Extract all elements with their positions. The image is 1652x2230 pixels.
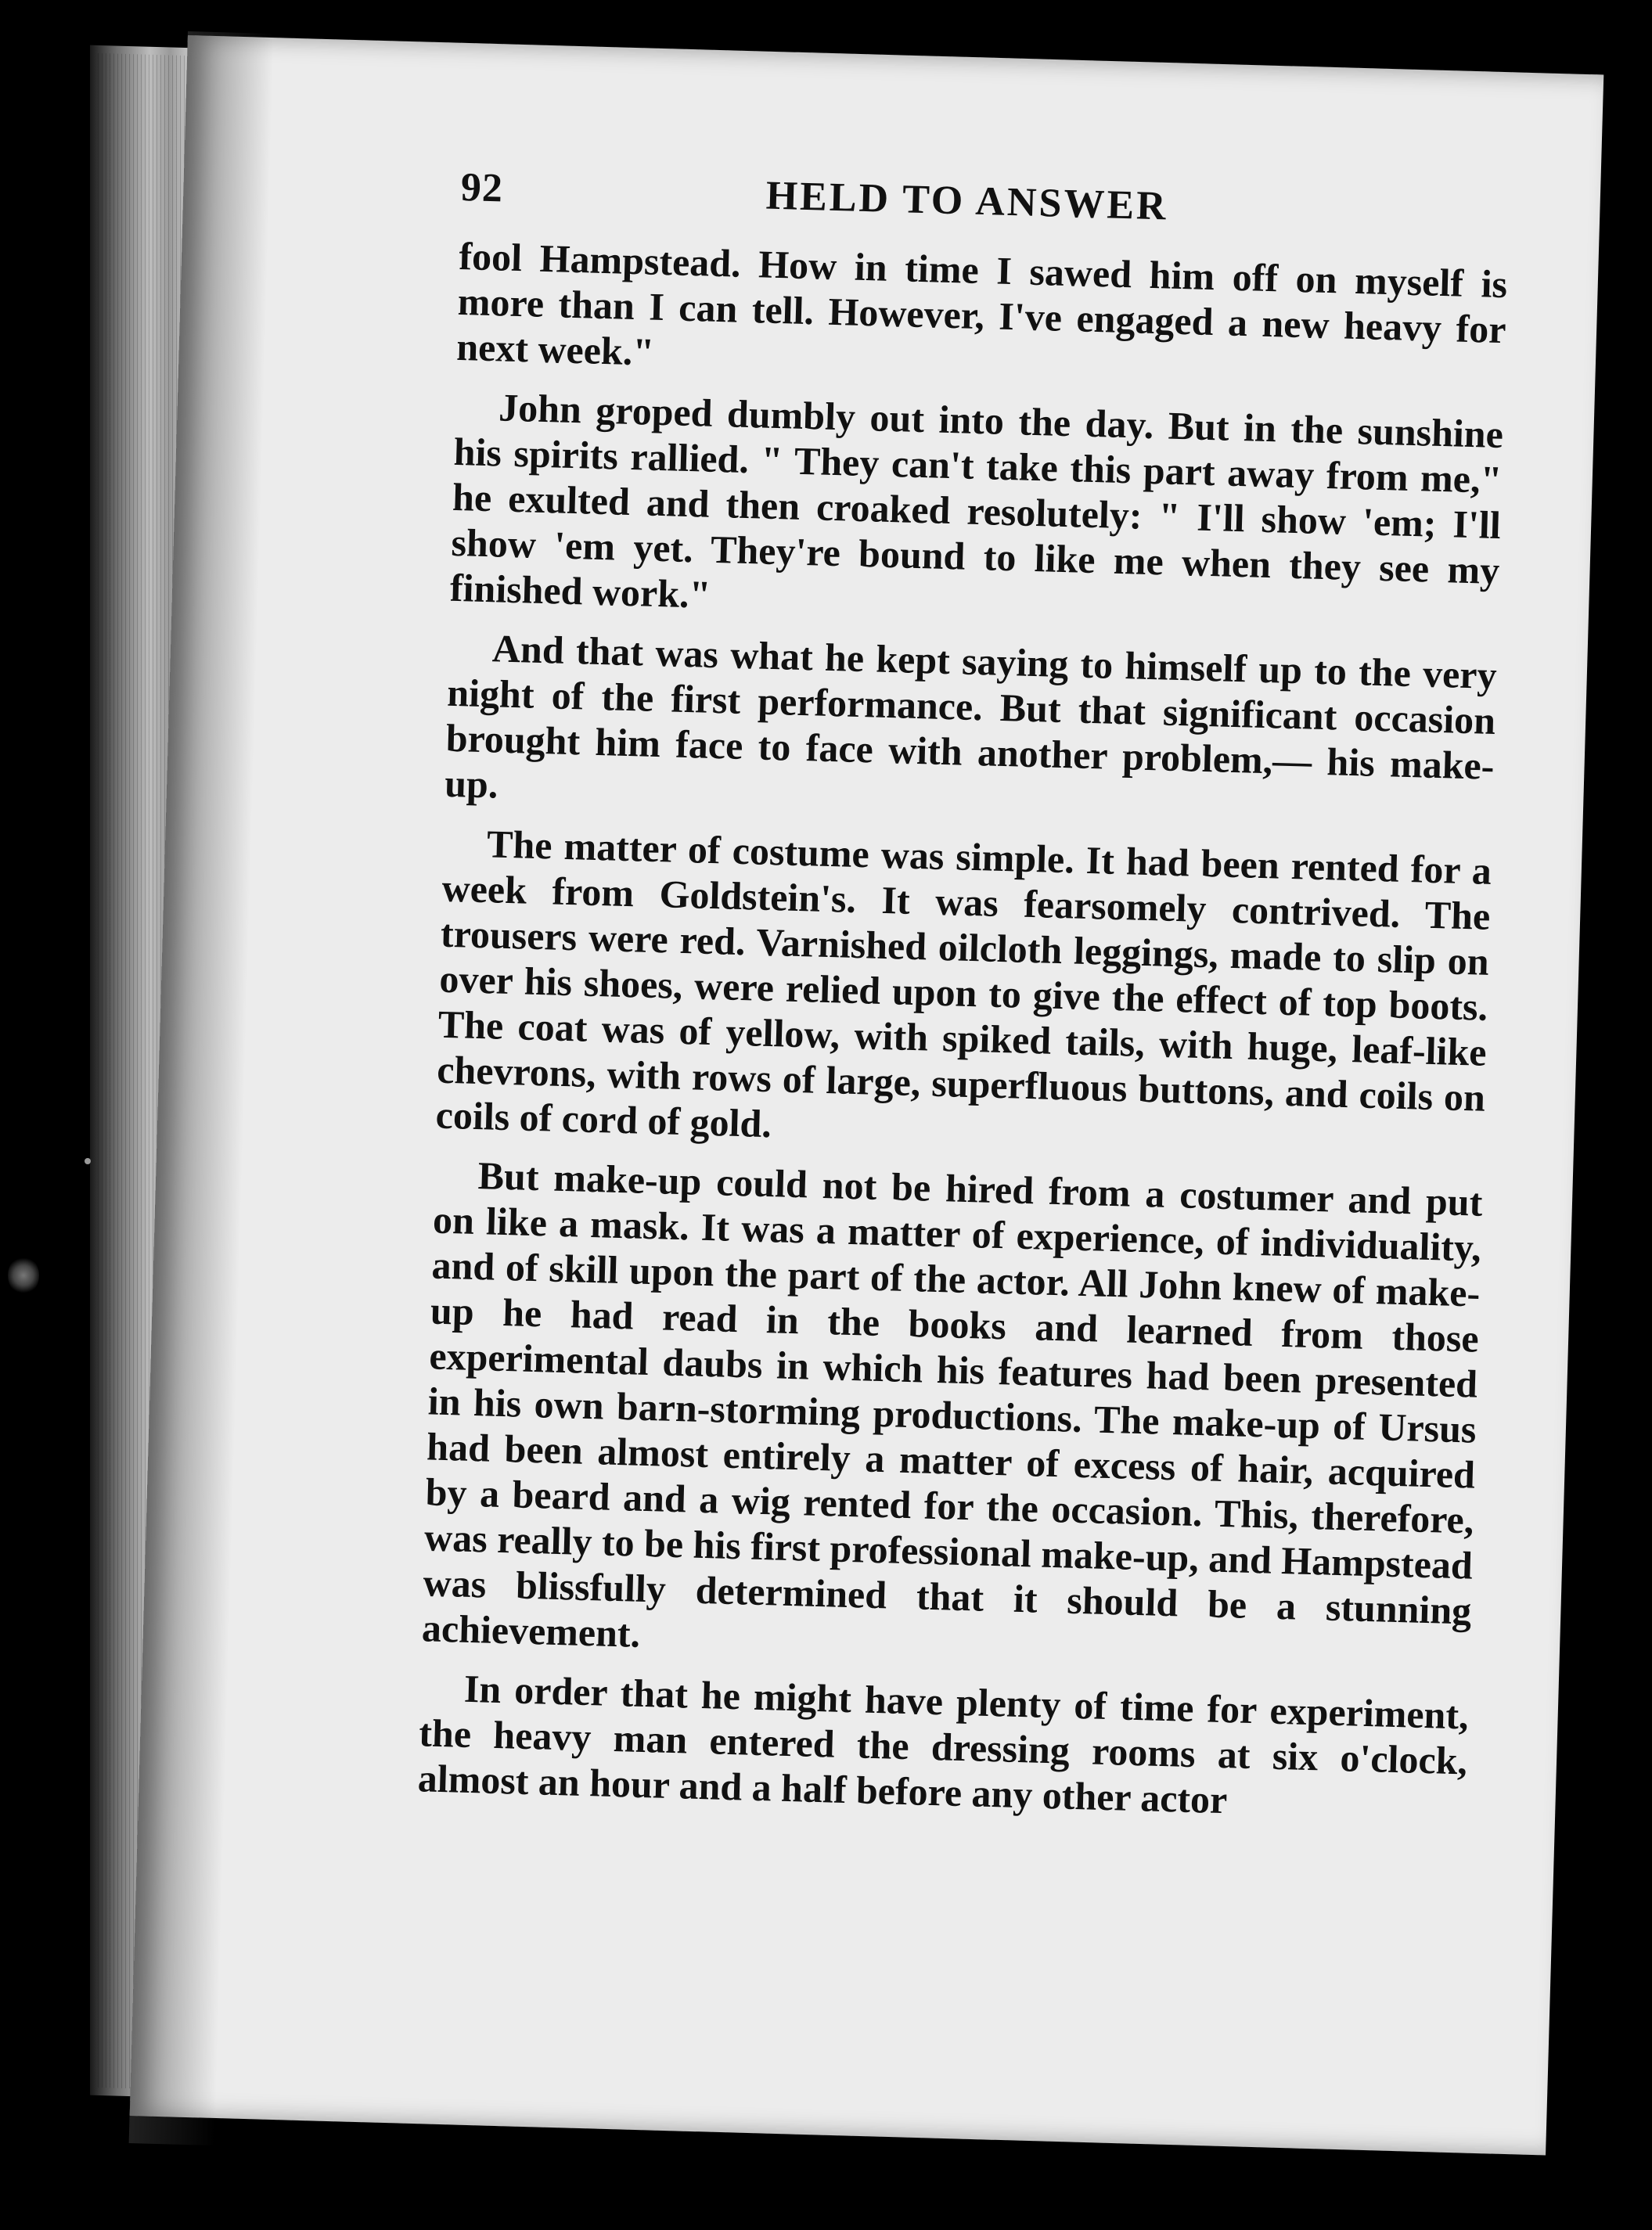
paragraph-2: John groped dumbly out into the day. But in the sunshine his spirits rallied. " They can't take this part away from me," he exulted and then croaked resolutely: " I'll show 'em; I'll show 'em yet. They're bound to like me when they see my finished work." — [449, 385, 1504, 617]
paragraph-4: The matter of costume was simple. It had been rented for a week from Goldstein's. It was fearsomely contrived. The trousers were red. Varnished oilcloth leggings, made to slip on over his shoes, were relied upon to give the effect of top boots. The coat was of yellow, with spiked tails, with huge, leaf-like chevrons, with rows of large, superfluous buttons, and coils on coils of cord of gold. — [435, 822, 1492, 1146]
page-number: 92 — [460, 164, 504, 211]
running-title: HELD TO ANSWER — [765, 173, 1169, 229]
dust-speck-small — [85, 1158, 91, 1164]
paragraph-3: And that was what he kept saying to himself up to the very night of the first performance. But that significant occasion brought him face to face with another problem,— his make-up. — [444, 626, 1498, 807]
dust-speck — [8, 1256, 39, 1295]
page-text-block — [417, 156, 1510, 1843]
paragraph-5: But make-up could not be hired from a costumer and put on like a mask. It was a matter of experience, of individuality, and of skill upon the part of the actor. All John knew of make-up he had read in the books and learned from those experimental daubs in which his features had been presented in his own barn-storming productions. The make-up of Ursus had been almost entirely a matter of excess of hair, acquired by a beard and a wig rented for the occasion. This, therefore, was really to be his first professional make-up, and Hampstead was blissfully determined that it should be a stunning achievement. — [421, 1153, 1484, 1656]
paragraph-6: In order that he might have plenty of time for experiment, the heavy man entered the dressing rooms at six o'clock, almost an hour and a half before any other actor — [417, 1666, 1470, 1822]
paragraph-1: fool Hampstead. How in time I sawed him off on myself is more than I can tell. However, I've engaged a new heavy for next week." — [455, 233, 1508, 374]
